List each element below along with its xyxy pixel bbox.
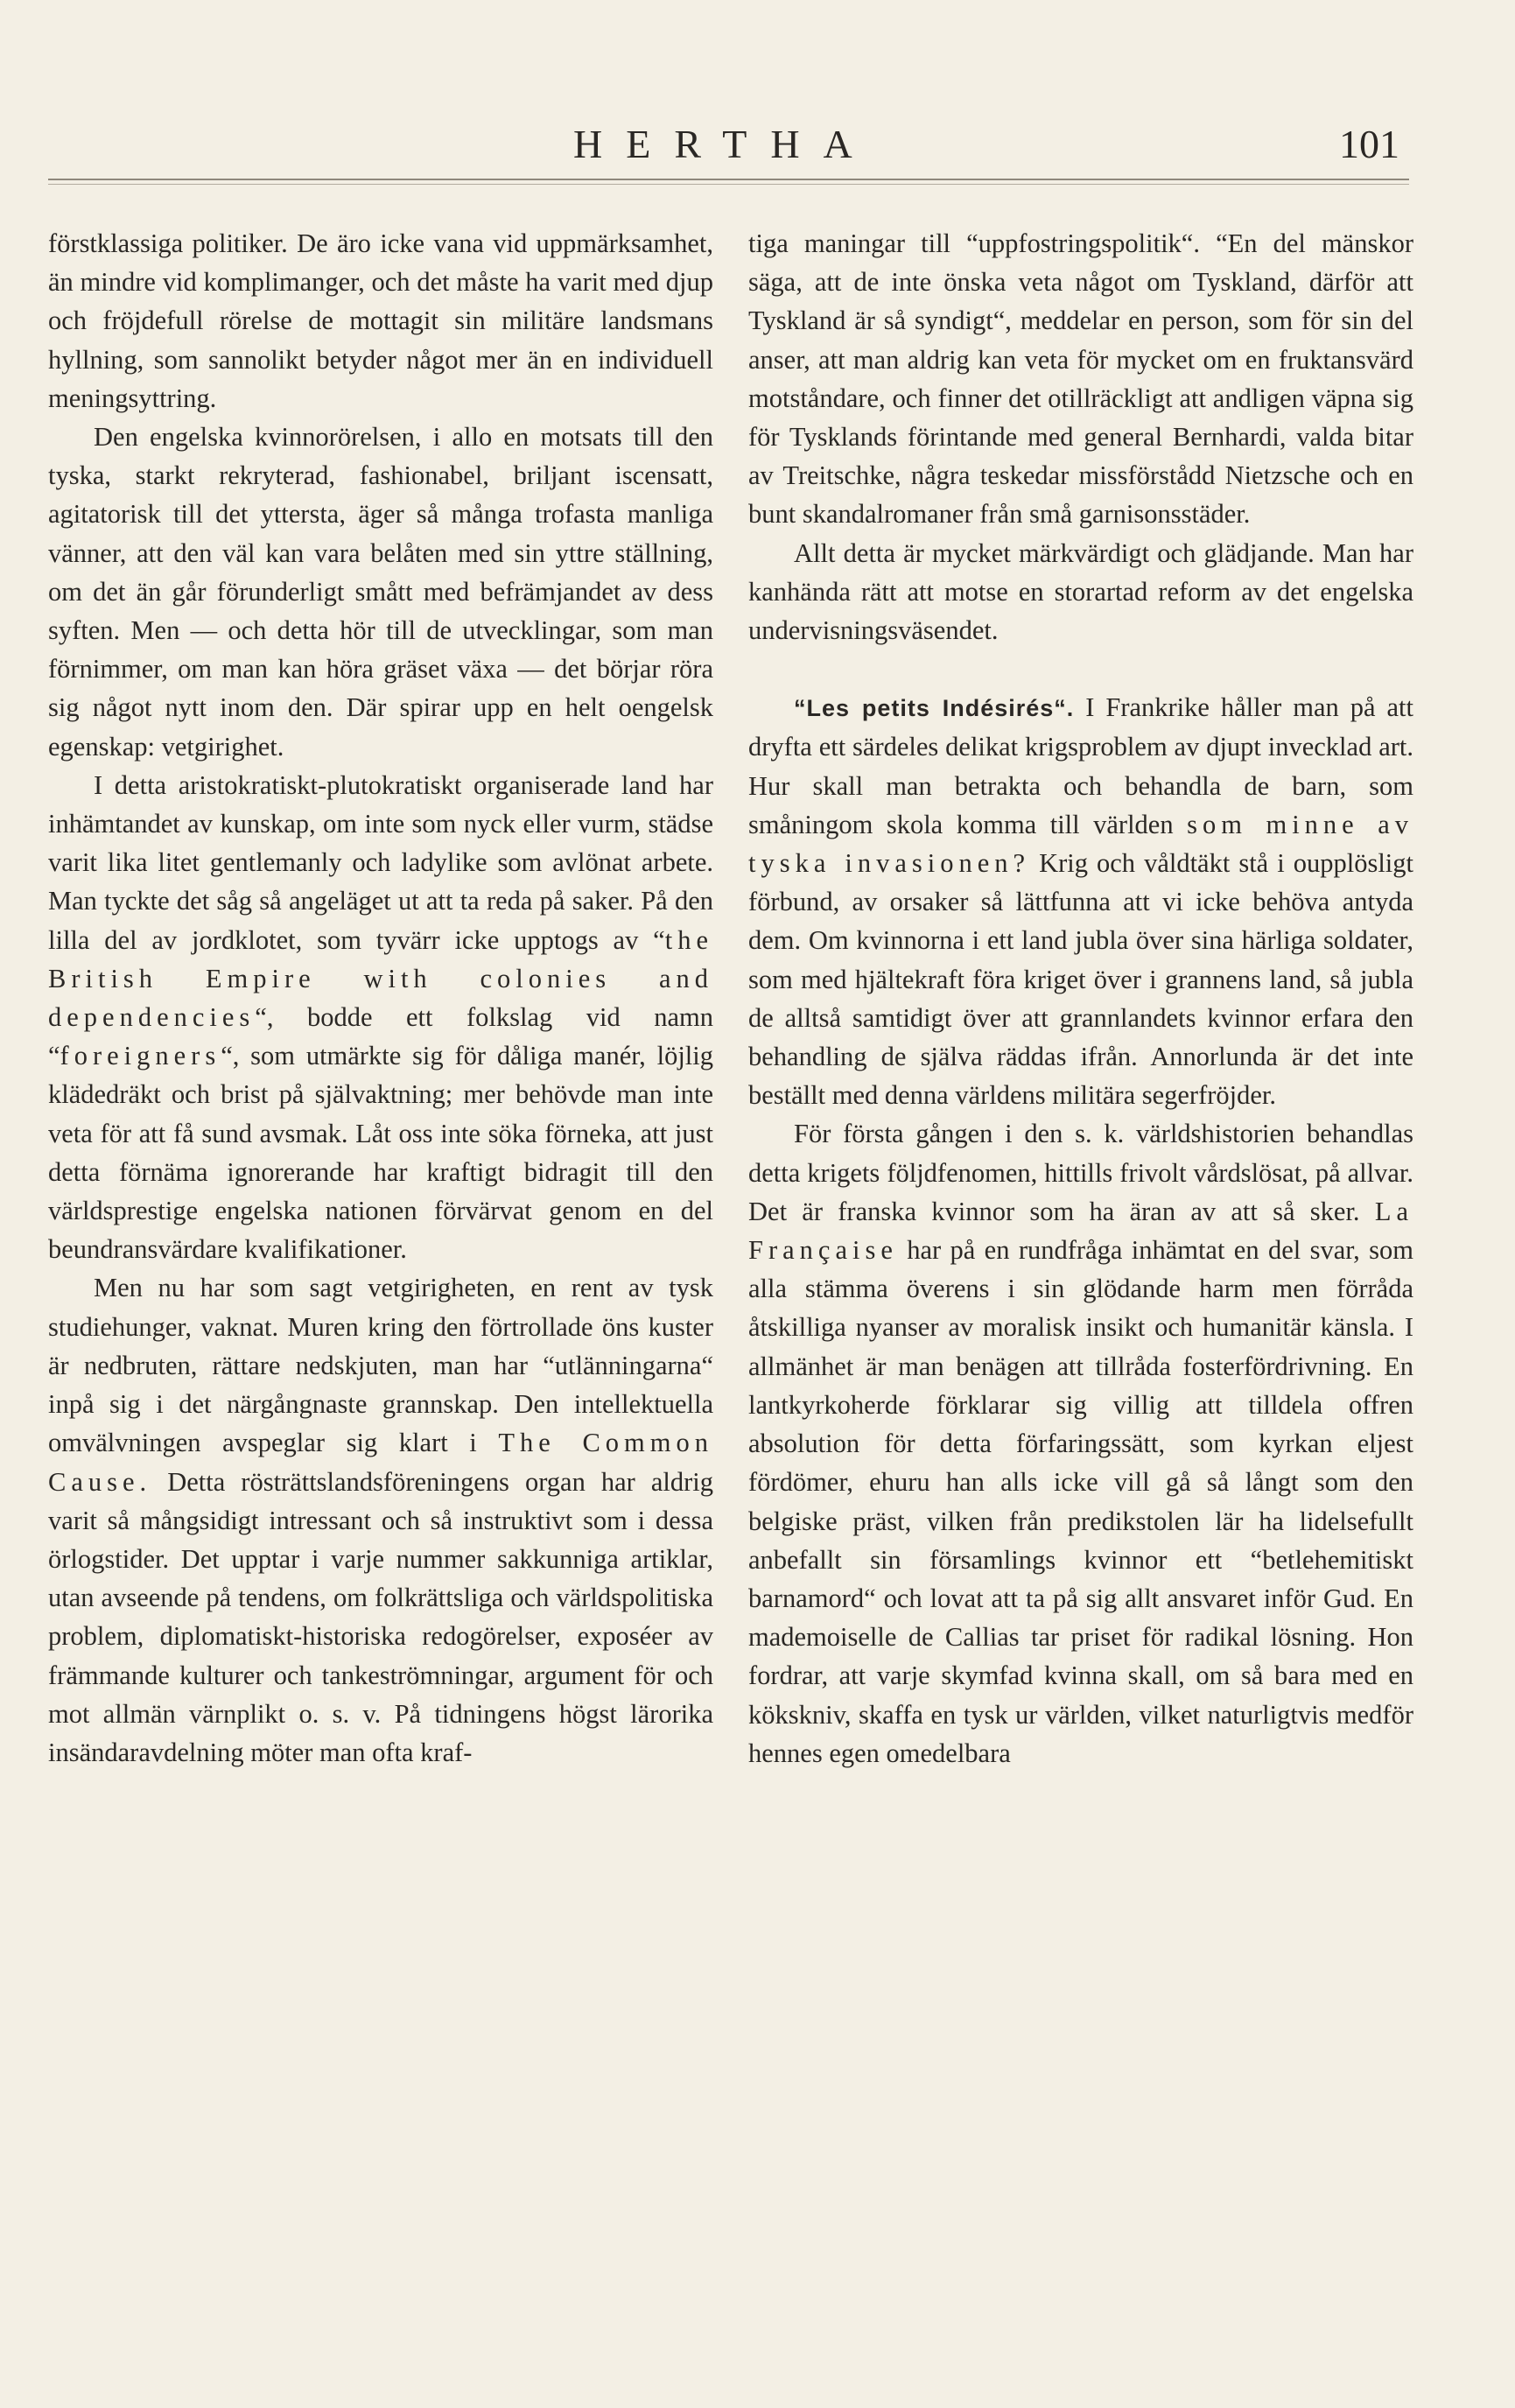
spaced-emphasis: The Common Cause.	[48, 1428, 713, 1497]
header-rule	[48, 179, 1409, 180]
paragraph-text: förstklassiga politiker. De äro icke vana vid uppmärksamhet, än mindre vid komplimanger, och det måste ha varit med djup och fröjdefull rörelse de mottagit sin militäre landsmans hyllning, som sannolikt betyder något mer än en individuell meningsyttring.	[48, 228, 713, 413]
paragraph-text: I detta aristokratiskt-plutokratiskt organiserade land har inhämtandet av kunskap, om inte som nyck eller vurm, städse varit lika litet gentlemanly och ladylike som avlönat arbete. Man tyckte det såg så angeläget ut att ta reda på saker. På den lilla del av jordklotet, som tyvärr icke upptogs av “	[48, 769, 713, 955]
paragraph	[48, 1268, 713, 1772]
paragraph	[748, 224, 1413, 534]
paragraph	[48, 418, 713, 766]
paragraph-text: har på en rundfråga inhämtat en del svar, som alla stämma överens i sin glödande harm men förråda åtskilliga nyanser av moralisk insikt och humanitär känsla. I allmänhet är man benägen att tillråda fosterfördrivning. En lantkyrkoherde förklarar sig villig att tilldela offren absolution för detta förfaringssätt, som kyrkan eljest fördömer, ehuru han alls icke vill gå så långt som den belgiske präst, vilken från predikstolen lär ha lidelsefullt anbefallt sin församlings kvinnor ett “betlehemitiskt barnamord“ och lovat att ta på sig allt ansvaret inför Gud. En mademoiselle de Callias tar priset för radikal lösning. Hon fordrar, att varje skymfad kvinna skall, om så bara med en kökskniv, skaffa en tysk ur världen, vilket naturligtvis medför hennes egen omedelbara	[748, 1235, 1413, 1768]
paragraph-text: tiga maningar till “uppfostringspolitik“. “En del mänskor säga, att de inte önska veta något om Tyskland, därför att Tyskland är så syndigt“, meddelar en person, som för sin del anser, att man aldrig kan veta för mycket om en fruktansvärd motståndare, och finner det otillräckligt att andligen väpna sig för Tysklands förintande med general Bernhardi, valda bitar av Treitschke, några teskedar missförstådd Nietzsche och en bunt skandalromaner från små garnisonsstäder.	[748, 228, 1413, 530]
section-title: “Les petits Indésirés“.	[794, 695, 1075, 722]
paragraph	[48, 224, 713, 418]
paragraph-text: Den engelska kvinnorörelsen, i allo en motsats till den tyska, starkt rekryterad, fashionabel, briljant iscensatt, agitatorisk till det yttersta, äger så många trofasta manliga vänner, att den väl kan vara belåten med sin yttre ställning, om det än går förunderligt smått med befrämjandet av dess syften. Men — och detta hör till de utvecklingar, som man förnimmer, om man kan höra gräset växa — det börjar röra sig något nytt inom den. Där spirar upp en helt oengelsk egenskap: vetgirighet.	[48, 422, 713, 762]
paragraph	[748, 534, 1413, 650]
paragraph-text: Allt detta är mycket märkvärdigt och glädjande. Man har kanhända rätt att motse en storartad reform av det engelska undervisningsväsendet.	[748, 537, 1413, 646]
paragraph-text: “, bodde ett folkslag vid namn “	[48, 1002, 713, 1071]
paragraph-text: “, som utmärkte sig för dåliga manér, löjlig klädedräkt och brist på självaktning; mer behövde man inte veta för att få sund avsmak. Låt oss inte söka förneka, att just detta förnäma ignorerande har kraftigt bidragit till den världsprestige engelska nationen förvärvat genom en del beundransvärdare kvalifikationer.	[48, 1041, 713, 1265]
paragraph-text: Men nu har som sagt vetgirigheten, en rent av tysk studiehunger, vaknat. Muren kring den förtrollade öns kuster är nedbruten, rättare nedskjuten, man har “utlänningarna“ inpå sig i det närgångnaste grannskap. Den intellektuella omvälvningen avspeglar sig klart i	[48, 1273, 713, 1458]
left-column	[48, 224, 713, 1772]
spaced-emphasis: La Française	[748, 1196, 1413, 1266]
paragraph	[48, 766, 713, 1269]
right-column	[748, 224, 1413, 1773]
header-rule-thin	[48, 184, 1409, 185]
spaced-emphasis: the British Empire with colonies and dependencies	[48, 924, 713, 1033]
paragraph	[748, 1114, 1413, 1772]
paragraph	[748, 688, 1413, 1114]
paragraph-text: Krig och våldtäkt stå i oupplösligt förbund, av orsaker så lättfunna att vi icke behöva antyda dem. Om kvinnorna i ett land jubla över sina härliga soldater, som med hjältekraft föra kriget över i grannens land, så jubla de alltså samtidigt över att grannlandets kvinnor erfara den behandling de själva räddas ifrån. Annorlunda är det inte beställt med denna världens militära segerfröjder.	[748, 848, 1413, 1111]
spaced-emphasis: som minne av tyska invasionen?	[748, 809, 1413, 879]
paragraph-text: Detta rösträttslandsföreningens organ har aldrig varit så mångsidigt intressant och så instruktivt som i dessa örlogstider. Det upptar i varje nummer sakkunniga artiklar, utan avseende på tendens, om folkrättsliga och världspolitiska problem, diplomatiskt-historiska redogörelser, exposéer av främmande kulturer och tankeströmningar, argument för och mot allmän värnplikt o. s. v. På tidningens högst lärorika insändaravdelning möter man ofta kraf-	[48, 1466, 713, 1767]
paragraph-text: För första gången i den s. k. världshistorien behandlas detta krigets följdfenomen, hittills frivolt vårdslösat, på allvar. Det är franska kvinnor som ha äran av att så sker.	[748, 1119, 1413, 1226]
paragraph-text: I Frankrike håller man på att dryfta ett särdeles delikat krigsproblem av djupt invecklad art. Hur skall man betrakta och behandla de barn, som småningom skola komma till världen	[748, 692, 1413, 839]
spaced-emphasis: foreigners	[60, 1041, 221, 1071]
page-number: 101	[1339, 122, 1399, 166]
journal-title: HERTHA	[573, 122, 876, 166]
